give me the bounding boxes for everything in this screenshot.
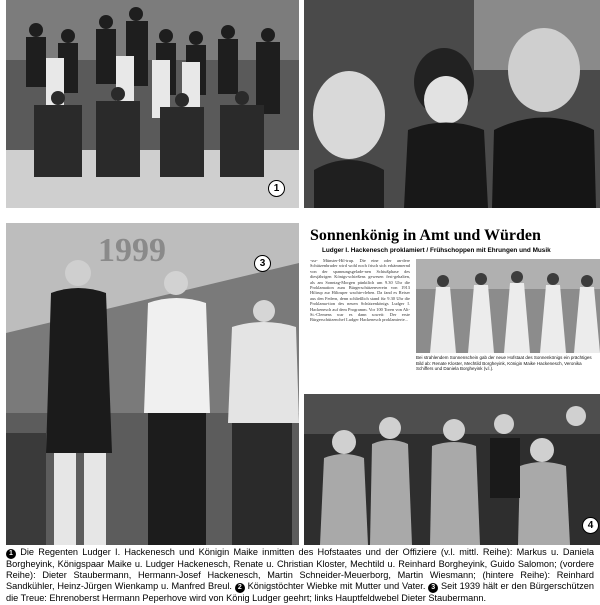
photo-number-badge: 3 (254, 255, 271, 272)
photo-number-badge: 4 (582, 517, 599, 534)
photo-royal-court (416, 259, 600, 353)
photo-royal-family-image (304, 0, 600, 208)
photo-honoring (6, 223, 299, 545)
caption-number-3: 3 (428, 583, 438, 593)
photo-celebration (304, 394, 600, 545)
caption-text-2: Königstöchter Wiebke mit Mutter und Vater. (247, 581, 426, 592)
caption-number-2: 2 (235, 583, 245, 593)
caption-text-3: Seit 1939 hält er den Bürgerschützen die Treue: Ehrenoberst Hermann Peperhove wird von König Ludger geehrt; links Hauptfeldwebel Dieter Staubermann. (6, 581, 594, 604)
photo-celebration-image (304, 394, 600, 545)
photo-number-badge: 1 (268, 180, 285, 197)
article-body: -ssr- Münster-Hil-trup. Die eine oder an-dere Schützenbruder wird wohl noch frisch sich erkämmernd von der spannungsgelade-nen Schiußphase des diesjährigen Königs-schießens gewesen fest-gehalten, als am Sonntag-Morgen pünktlich um 9.30 Uhr die Proklamation zum Bürgerschützenverein von 1913 Hiltrup zur Hiltruper wachte-rleben. Da fand es Reiser aus den Federn, denn schließlich stand für 9.30 Uhr die Proklama-tion des neuen Schützenkönigs Ludger I. Hackenesch auf dem Programm. Vor 100 Toren von Alt-St.-Clemens war es dann soweit: Der erste Bürgerschützenchef Ludger Hackenesch proklamierte... (310, 258, 410, 323)
photo-year-label: 1999 (98, 232, 166, 269)
photo-group-portrait (6, 0, 299, 208)
photo-royal-court-image (416, 259, 600, 353)
photo-royal-family (304, 0, 600, 208)
photo-group-portrait-image (6, 0, 299, 208)
inset-article (304, 223, 600, 390)
photo-captions (6, 547, 594, 605)
inset-photo-caption: Bei strahlendem Sonnenschein gab der neue Hofstaat des Sonnenkönigs ein prächtiges Bild ab: Renate Kloster, Mechtild Borgheyink, Königin Maike Hackenesch, Veronika Schiffers und Daniela Borgheyink (v.l.). (416, 355, 592, 372)
article-headline: Sonnenkönig in Amt und Würden (310, 227, 541, 244)
article-subhead: Ludger I. Hackenesch proklamiert / Frühschoppen mit Ehrungen und Musik (322, 247, 551, 254)
caption-text-1: Die Regenten Ludger I. Hackenesch und Königin Maike inmitten des Hofstaates und der Offiziere (v.l. mittl. Reihe): Markus u. Daniela Borgheyink, Königspaar Maike u. Ludger Hackenesch, Renate u. Christian Kloster, Mechtild u. Reinhard Borgheyink, Guido Salomon; (vordere Reihe): Dieter Staubermann, Hermann-Josef Hackenesch, Martin Schneider-Meuerborg, Martin Wiesmann; (hintere Reihe): Reinhard Sandkühler, Heinz-Jürgen Wienkamp u. Manfred Breul. (6, 547, 594, 592)
photo-honoring-image (6, 223, 299, 545)
caption-number-1: 1 (6, 549, 16, 559)
